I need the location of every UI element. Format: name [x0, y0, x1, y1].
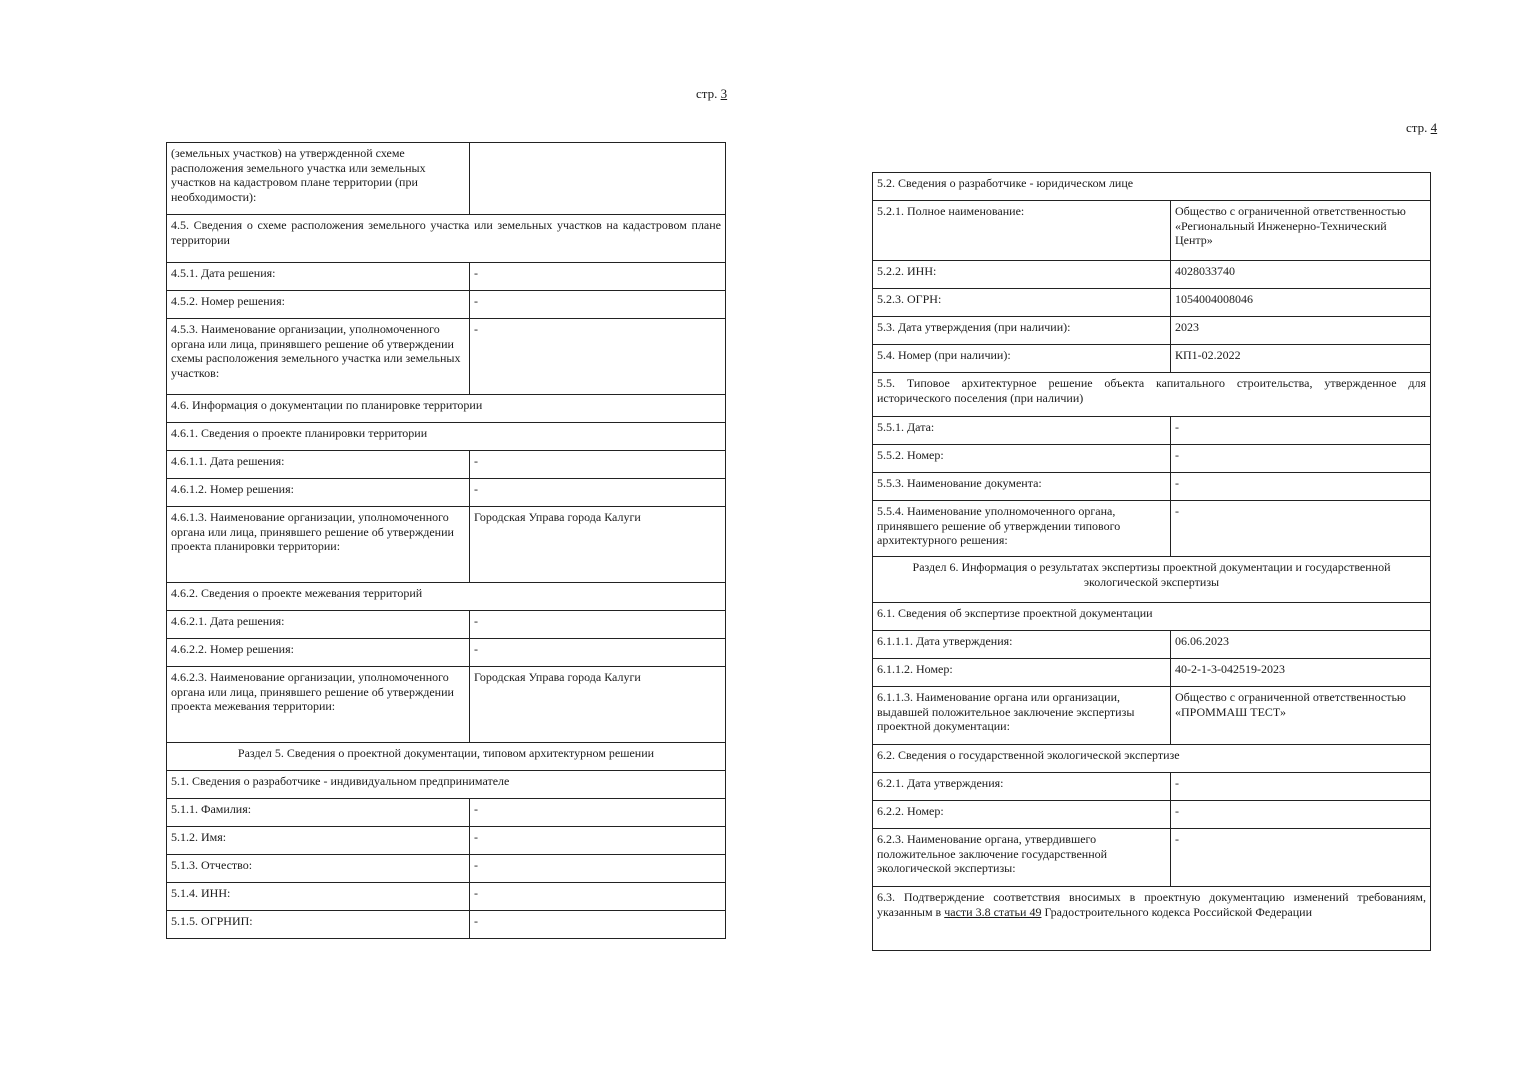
law-reference-link: части 3.8 статьи 49 [944, 904, 1042, 919]
section-heading: 4.6.1. Сведения о проекте планировки территории [167, 423, 726, 451]
section-heading: 5.1. Сведения о разработчике - индивидуальном предпринимателе [167, 771, 726, 799]
table-row [167, 479, 726, 507]
section-heading: 4.6.2. Сведения о проекте межевания территорий [167, 583, 726, 611]
table-row [167, 451, 726, 479]
table-row [873, 659, 1431, 687]
page-3-num: 3 [720, 86, 728, 101]
section-row [167, 215, 726, 263]
row-value: - [1171, 445, 1431, 473]
table-row [167, 291, 726, 319]
section-row [167, 743, 726, 771]
table-row [873, 445, 1431, 473]
row-label: 6.1.1.2. Номер: [873, 659, 1171, 687]
row-value: - [470, 855, 726, 883]
row-label: 5.1.3. Отчество: [167, 855, 470, 883]
page-4-prefix: стр. [1406, 120, 1428, 135]
table-row [167, 143, 726, 215]
row-value: - [1171, 773, 1431, 801]
row-label: 4.5.3. Наименование организации, уполномоченного органа или лица, принявшего решение об утверждении схемы расположения земельного участка или земельных участков: [167, 319, 470, 395]
section-6-3-before: 6.3. Подтверждение соответствия вносимых в проектную документацию изменений требованиям, указанным в [877, 890, 1427, 919]
table-row [873, 261, 1431, 289]
page-4-number [1406, 120, 1437, 136]
row-label: 5.1.4. ИНН: [167, 883, 470, 911]
section-heading: Раздел 5. Сведения о проектной документации, типовом архитектурном решении [167, 743, 726, 771]
row-value: - [1171, 417, 1431, 445]
section-heading: 6.2. Сведения о государственной экологической экспертизе [873, 745, 1431, 773]
row-value: 4028033740 [1171, 261, 1431, 289]
row-label: 5.3. Дата утверждения (при наличии): [873, 317, 1171, 345]
section-heading: 5.5. Типовое архитектурное решение объекта капитального строительства, утвержденное для исторического поселения (при наличии) [873, 373, 1431, 417]
row-value: - [470, 611, 726, 639]
row-value: КП1-02.2022 [1171, 345, 1431, 373]
row-label: 4.5.1. Дата решения: [167, 263, 470, 291]
table-row [167, 319, 726, 395]
section-row [873, 745, 1431, 773]
row-value: - [470, 319, 726, 395]
row-value: 06.06.2023 [1171, 631, 1431, 659]
table-row [167, 611, 726, 639]
row-label: 6.1.1.3. Наименование органа или организации, выдавшей положительное заключение экспертизы проектной документации: [873, 687, 1171, 745]
page-3-form-table [166, 142, 726, 939]
row-value: 40-2-1-3-042519-2023 [1171, 659, 1431, 687]
row-value: Городская Управа города Калуги [470, 507, 726, 583]
row-label: 5.4. Номер (при наличии): [873, 345, 1171, 373]
row-label: 4.6.2.1. Дата решения: [167, 611, 470, 639]
section-row [873, 887, 1431, 951]
section-row [167, 423, 726, 451]
section-row [873, 173, 1431, 201]
table-row [167, 263, 726, 291]
table-row [167, 799, 726, 827]
row-label: 5.1.2. Имя: [167, 827, 470, 855]
section-row [167, 771, 726, 799]
row-label: 5.5.2. Номер: [873, 445, 1171, 473]
section-heading: 4.5. Сведения о схеме расположения земельного участка или земельных участков на кадастровом плане территории [167, 215, 726, 263]
section-heading: 4.6. Информация о документации по планировке территории [167, 395, 726, 423]
table-row [873, 289, 1431, 317]
row-label: 5.5.3. Наименование документа: [873, 473, 1171, 501]
table-row [873, 345, 1431, 373]
table-row [167, 883, 726, 911]
row-label: 4.6.2.2. Номер решения: [167, 639, 470, 667]
row-label: 6.2.3. Наименование органа, утвердившего положительное заключение государственной экологической экспертизы: [873, 829, 1171, 887]
row-label: 4.5.2. Номер решения: [167, 291, 470, 319]
table-row [167, 827, 726, 855]
row-label: 6.1.1.1. Дата утверждения: [873, 631, 1171, 659]
row-label: 6.2.1. Дата утверждения: [873, 773, 1171, 801]
page-4-form-table [872, 172, 1431, 951]
section-row [873, 557, 1431, 603]
row-value: - [470, 883, 726, 911]
row-label: 4.6.1.3. Наименование организации, уполномоченного органа или лица, принявшего решение об утверждении проекта планировки территории: [167, 507, 470, 583]
row-value: - [470, 479, 726, 507]
row-value: - [1171, 501, 1431, 557]
row-value: - [470, 639, 726, 667]
row-label: 5.5.4. Наименование уполномоченного органа, принявшего решение об утверждении типового архитектурного решения: [873, 501, 1171, 557]
row-value: - [470, 799, 726, 827]
page-4-num: 4 [1430, 120, 1438, 135]
row-label: 4.6.1.1. Дата решения: [167, 451, 470, 479]
row-value: - [470, 291, 726, 319]
row-value: - [470, 263, 726, 291]
table-row [167, 667, 726, 743]
section-heading: 6.1. Сведения об экспертизе проектной документации [873, 603, 1431, 631]
table-row [873, 417, 1431, 445]
page-3-prefix: стр. [696, 86, 718, 101]
section-6-3-text [873, 887, 1431, 951]
row-label: 5.5.1. Дата: [873, 417, 1171, 445]
row-value: - [470, 451, 726, 479]
table-row [873, 317, 1431, 345]
section-6-3-after: Градостроительного кодекса Российской Федерации [1044, 904, 1313, 919]
row-label: (земельных участков) на утвержденной схеме расположения земельного участка или земельных участков на кадастровом плане территории (при необходимости): [167, 143, 470, 215]
row-label: 4.6.1.2. Номер решения: [167, 479, 470, 507]
row-value: Общество с ограниченной ответственностью «Региональный Инженерно-Технический Центр» [1171, 201, 1431, 261]
page-3-number [696, 86, 727, 102]
row-value [470, 143, 726, 215]
table-row [167, 911, 726, 939]
row-value: Городская Управа города Калуги [470, 667, 726, 743]
row-value: - [1171, 473, 1431, 501]
table-row [167, 639, 726, 667]
row-label: 6.2.2. Номер: [873, 801, 1171, 829]
section-row [167, 395, 726, 423]
table-row [873, 687, 1431, 745]
table-row [167, 855, 726, 883]
row-value: 1054004008046 [1171, 289, 1431, 317]
row-value: - [470, 911, 726, 939]
row-value: - [1171, 829, 1431, 887]
page-4-rows [873, 173, 1431, 951]
section-row [873, 603, 1431, 631]
row-value: Общество с ограниченной ответственностью «ПРОММАШ ТЕСТ» [1171, 687, 1431, 745]
row-value: 2023 [1171, 317, 1431, 345]
table-row [873, 773, 1431, 801]
table-row [873, 801, 1431, 829]
section-heading: 5.2. Сведения о разработчике - юридическом лице [873, 173, 1431, 201]
page-3-rows [167, 143, 726, 939]
section-row [167, 583, 726, 611]
row-value: - [470, 827, 726, 855]
table-row [873, 829, 1431, 887]
row-label: 5.1.1. Фамилия: [167, 799, 470, 827]
row-value: - [1171, 801, 1431, 829]
row-label: 5.1.5. ОГРНИП: [167, 911, 470, 939]
section-heading: Раздел 6. Информация о результатах экспертизы проектной документации и государственной экологической экспертизы [873, 557, 1431, 603]
row-label: 5.2.2. ИНН: [873, 261, 1171, 289]
table-row [873, 473, 1431, 501]
table-row [873, 201, 1431, 261]
section-row [873, 373, 1431, 417]
table-row [167, 507, 726, 583]
row-label: 5.2.3. ОГРН: [873, 289, 1171, 317]
row-label: 4.6.2.3. Наименование организации, уполномоченного органа или лица, принявшего решение об утверждении проекта межевания территории: [167, 667, 470, 743]
table-row [873, 631, 1431, 659]
row-label: 5.2.1. Полное наименование: [873, 201, 1171, 261]
table-row [873, 501, 1431, 557]
